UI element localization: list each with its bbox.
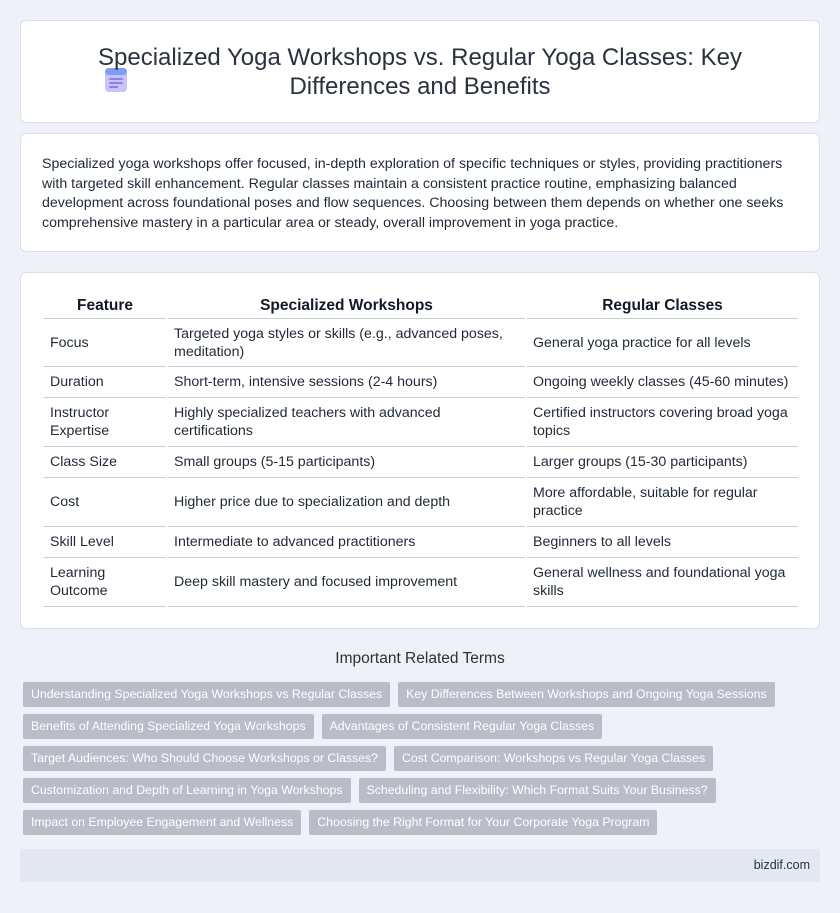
table-row [44,319,798,367]
cell-feature: Skill Level [44,527,166,558]
chip-row [23,682,783,707]
related-term-link[interactable]: Scheduling and Flexibility: Which Format Suits Your Business? [359,778,716,803]
related-term-link[interactable]: Customization and Depth of Learning in Yoga Workshops [23,778,351,803]
related-term-link[interactable]: Benefits of Attending Specialized Yoga Workshops [23,714,314,739]
comparison-table [42,293,800,607]
cell-feature: Learning Outcome [44,558,166,607]
intro-paragraph: Specialized yoga workshops offer focused, in-depth exploration of specific techniques or styles, providing practitioners with targeted skill enhancement. Regular classes maintain a consistent practice routine, emphasizing balanced development across foundational poses and flow sequences. Choosing between them depends on whether one seeks comprehensive mastery in a particular area or steady, overall improvement in yoga practice. [42,156,784,231]
cell-feature: Class Size [44,447,166,478]
cell-regular: General yoga practice for all levels [527,319,798,367]
cell-specialized: Short-term, intensive sessions (2-4 hours) [168,367,525,398]
cell-specialized: Higher price due to specialization and depth [168,478,525,527]
related-term-link[interactable]: Target Audiences: Who Should Choose Workshops or Classes? [23,746,386,771]
cell-specialized: Targeted yoga styles or skills (e.g., advanced poses, meditation) [168,319,525,367]
related-term-link[interactable]: Choosing the Right Format for Your Corporate Yoga Program [309,810,657,835]
header-specialized: Specialized Workshops [168,293,525,319]
cell-specialized: Intermediate to advanced practitioners [168,527,525,558]
cell-regular: Certified instructors covering broad yoga topics [527,398,798,447]
table-row [44,478,798,527]
table-row [44,398,798,447]
header-feature: Feature [44,293,166,319]
footer [20,849,820,882]
cell-specialized: Highly specialized teachers with advanced certifications [168,398,525,447]
table-row [44,367,798,398]
table-row [44,447,798,478]
cell-regular: Ongoing weekly classes (45-60 minutes) [527,367,798,398]
related-term-link[interactable]: Key Differences Between Workshops and Ongoing Yoga Sessions [398,682,774,707]
related-term-link[interactable]: Impact on Employee Engagement and Wellness [23,810,301,835]
related-term-link[interactable]: Cost Comparison: Workshops vs Regular Yoga Classes [394,746,713,771]
comparison-card [20,272,820,629]
related-term-link[interactable]: Understanding Specialized Yoga Workshops vs Regular Classes [23,682,390,707]
chip-row [23,778,783,803]
header-regular: Regular Classes [527,293,798,319]
cell-feature: Duration [44,367,166,398]
cell-feature: Focus [44,319,166,367]
chip-row [23,714,783,739]
cell-specialized: Deep skill mastery and focused improvement [168,558,525,607]
related-terms-list [23,682,783,842]
cell-regular: General wellness and foundational yoga skills [527,558,798,607]
cell-feature: Cost [44,478,166,527]
table-row [44,558,798,607]
intro-card [20,133,820,252]
cell-regular: Beginners to all levels [527,527,798,558]
chip-row [23,810,783,835]
cell-feature: Instructor Expertise [44,398,166,447]
cell-regular: Larger groups (15-30 participants) [527,447,798,478]
title-card [20,20,820,123]
table-row [44,527,798,558]
related-terms-title: Important Related Terms [335,650,505,667]
chip-row [23,746,783,771]
cell-specialized: Small groups (5-15 participants) [168,447,525,478]
cell-regular: More affordable, suitable for regular practice [527,478,798,527]
page-title: Specialized Yoga Workshops vs. Regular Yoga Classes: Key Differences and Benefits [98,43,742,100]
related-term-link[interactable]: Advantages of Consistent Regular Yoga Classes [322,714,603,739]
table-header-row [44,293,798,319]
footer-site-link[interactable]: bizdif.com [753,858,810,872]
